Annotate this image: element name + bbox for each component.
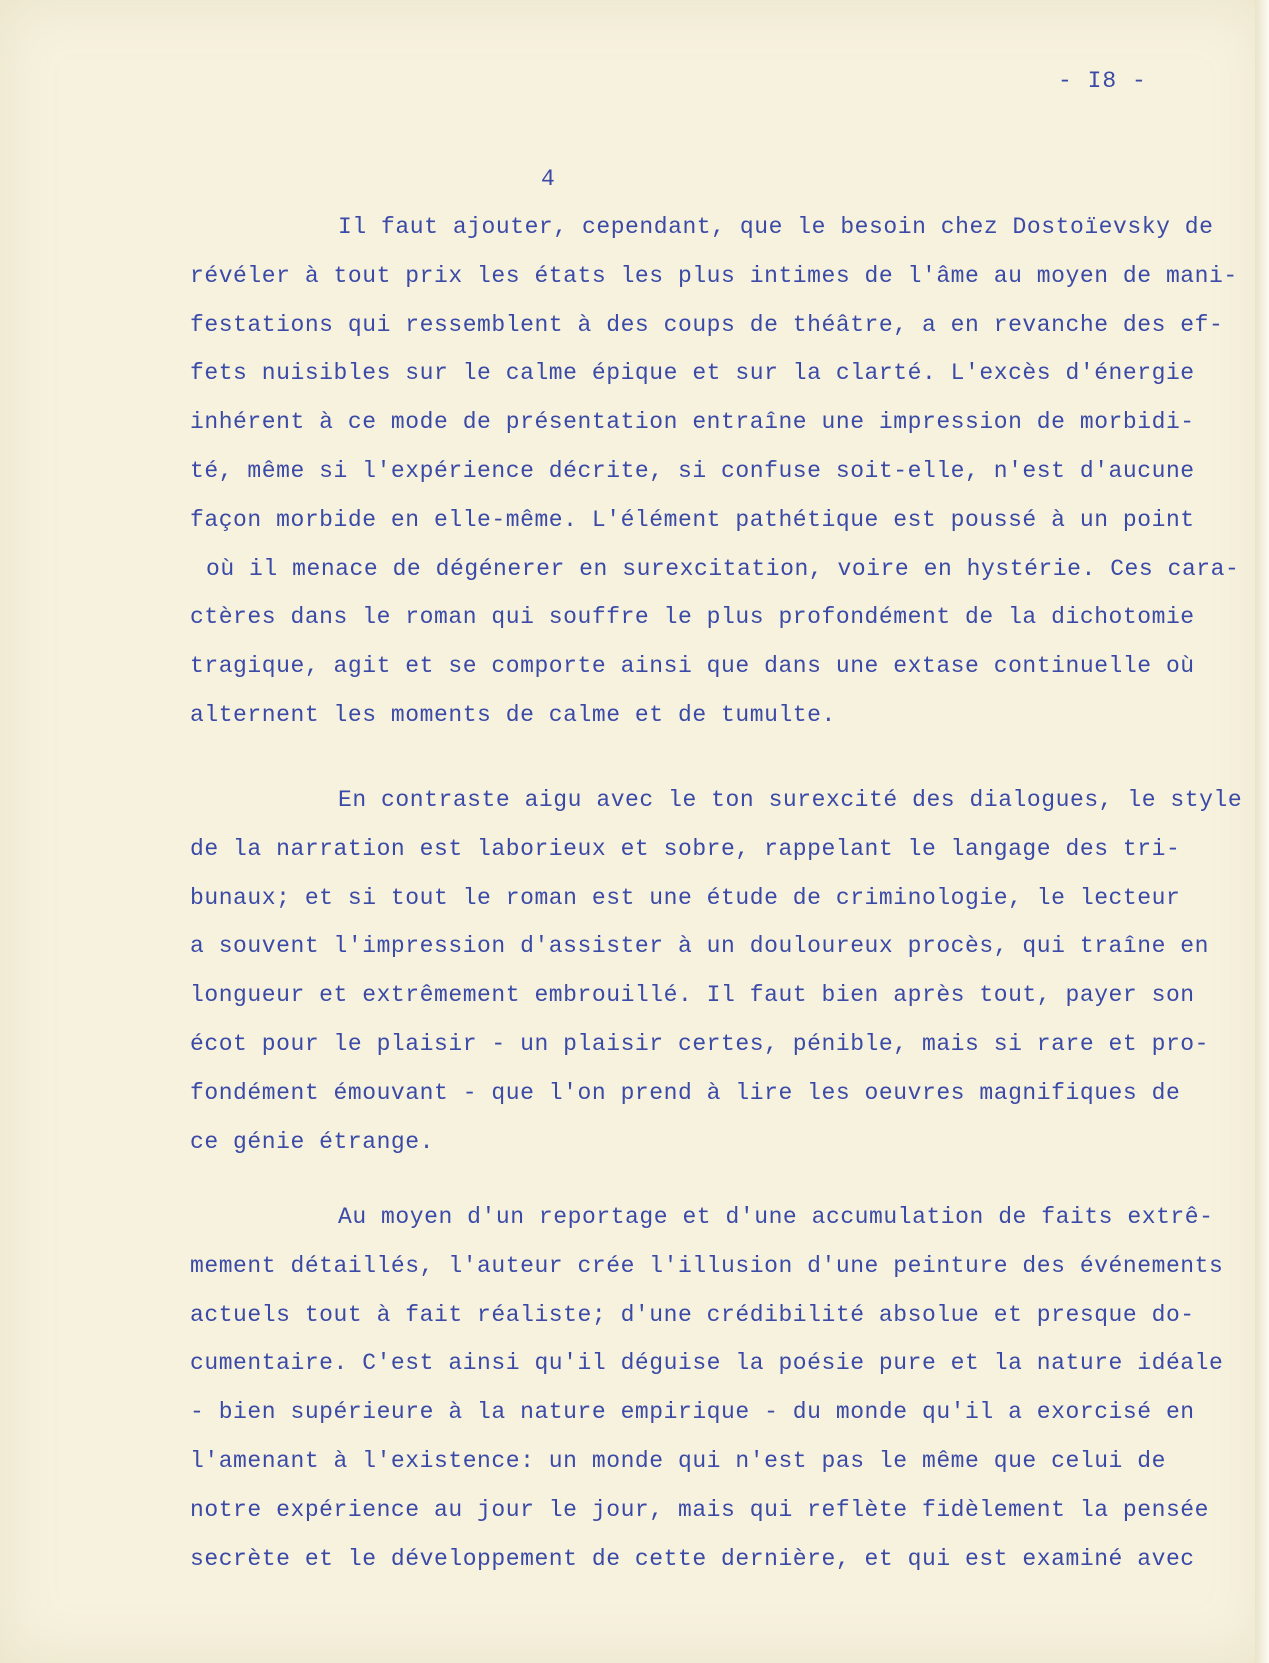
- text-line: actuels tout à fait réaliste; d'une crédibilité absolue et presque do-: [190, 1301, 1195, 1328]
- text-line: de la narration est laborieux et sobre, rappelant le langage des tri-: [190, 835, 1181, 862]
- text-line: alternent les moments de calme et de tumulte.: [190, 701, 836, 728]
- text-line: où il menace de dégénerer en surexcitation, voire en hystérie. Ces cara-: [206, 555, 1240, 582]
- text-line: En contraste aigu avec le ton surexcité des dialogues, le style: [338, 787, 1243, 813]
- text-line: té, même si l'expérience décrite, si confuse soit-elle, n'est d'aucune: [190, 457, 1195, 484]
- text-line: ctères dans le roman qui souffre le plus profondément de la dichotomie: [190, 604, 1195, 631]
- text-line: bunaux; et si tout le roman est une étude de criminologie, le lecteur: [190, 884, 1181, 911]
- text-line: festations qui ressemblent à des coups de théâtre, a en revanche des ef-: [190, 311, 1224, 338]
- text-line: a souvent l'impression d'assister à un douloureux procès, qui traîne en: [190, 933, 1210, 960]
- text-line: longueur et extrêmement embrouillé. Il faut bien après tout, payer son: [190, 982, 1195, 1009]
- text-line: façon morbide en elle-même. L'élément pathétique est poussé à un point: [190, 506, 1195, 533]
- text-line: Au moyen d'un reportage et d'une accumulation de faits extrê-: [338, 1204, 1214, 1230]
- text-line: révéler à tout prix les états les plus intimes de l'âme au moyen de mani-: [190, 262, 1238, 289]
- text-line: fets nuisibles sur le calme épique et sur la clarté. L'excès d'énergie: [190, 360, 1195, 387]
- text-line: - bien supérieure à la nature empirique - du monde qu'il a exorcisé en: [190, 1399, 1195, 1426]
- text-line: l'amenant à l'existence: un monde qui n'est pas le même que celui de: [190, 1447, 1166, 1474]
- text-line: écot pour le plaisir - un plaisir certes, pénible, mais si rare et pro-: [190, 1030, 1210, 1057]
- text-line: mement détaillés, l'auteur crée l'illusion d'une peinture des événements: [190, 1252, 1224, 1279]
- text-line: tragique, agit et se comporte ainsi que dans une extase continuelle où: [190, 653, 1195, 680]
- text-line: secrète et le développement de cette dernière, et qui est examiné avec: [190, 1545, 1195, 1572]
- page-number: - I8 -: [1058, 68, 1147, 94]
- paragraph-1: [190, 203, 1260, 740]
- section-number: 4: [541, 166, 555, 192]
- text-line: inhérent à ce mode de présentation entraîne une impression de morbidi-: [190, 409, 1195, 436]
- text-line: ce génie étrange.: [190, 1128, 434, 1155]
- text-line: cumentaire. C'est ainsi qu'il déguise la poésie pure et la nature idéale: [190, 1350, 1224, 1377]
- text-line: fondément émouvant - que l'on prend à lire les oeuvres magnifiques de: [190, 1079, 1181, 1106]
- text-line: Il faut ajouter, cependant, que le besoin chez Dostoïevsky de: [338, 214, 1214, 240]
- paragraph-2: [190, 776, 1260, 1166]
- text-line: notre expérience au jour le jour, mais qui reflète fidèlement la pensée: [190, 1496, 1210, 1523]
- paragraph-3: [190, 1193, 1260, 1583]
